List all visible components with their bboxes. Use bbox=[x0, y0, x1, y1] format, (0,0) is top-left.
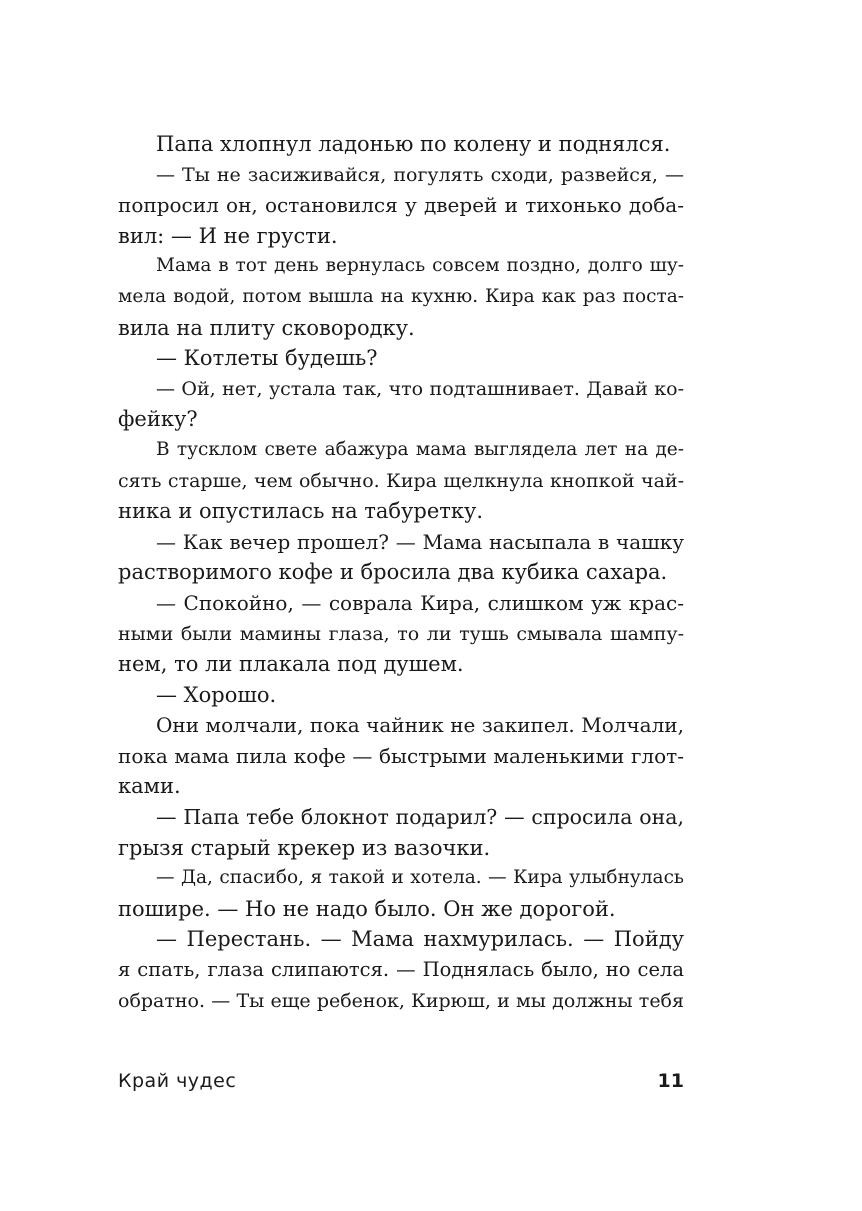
text-line: вила на плиту сковородку. bbox=[118, 315, 415, 340]
text-line: грызя старый крекер из вазочки. bbox=[118, 835, 491, 860]
text-line: ника и опустилась на табуретку. bbox=[118, 499, 484, 524]
text-line: попросил он, остановился у дверей и тихонько доба- bbox=[118, 193, 684, 218]
text-line: пошире. — Но не надо было. Он же дорогой. bbox=[118, 896, 616, 921]
text-line: ками. bbox=[118, 774, 181, 799]
text-line: — Хорошо. bbox=[156, 682, 277, 707]
text-line: Папа хлопнул ладонью по колену и поднялся. bbox=[156, 132, 671, 156]
text-line: фейку? bbox=[118, 407, 198, 432]
text-line: В тусклом свете абажура мама выглядела лет на де- bbox=[156, 438, 684, 460]
text-line: — Перестань. — Мама нахмурилась. — Пойду bbox=[156, 927, 684, 952]
text-line: — Да, спасибо, я такой и хотела. — Кира улыбнулась bbox=[156, 867, 684, 889]
book-page-body bbox=[118, 129, 684, 1016]
text-line: — Как вечер прошел? — Мама насыпала в чашку bbox=[156, 529, 684, 554]
page-number: 11 bbox=[657, 1070, 684, 1092]
text-line: нем, то ли плакала под душем. bbox=[118, 652, 464, 677]
text-line: ными были мамины глаза, то ли тушь смывала шампу- bbox=[118, 622, 684, 645]
text-line: — Спокойно, — соврала Кира, слишком уж крас- bbox=[156, 590, 684, 615]
text-line: — Ты не засиживайся, погулять сходи, развейся, — bbox=[156, 163, 684, 186]
text-line: мела водой, потом вышла на кухню. Кира как раз поста- bbox=[118, 285, 684, 307]
running-title: Край чудес bbox=[118, 1070, 237, 1092]
page-footer bbox=[118, 1070, 684, 1100]
text-line: я спать, глаза слипаются. — Поднялась было, но села bbox=[118, 958, 684, 982]
text-line: — Папа тебе блокнот подарил? — спросила она, bbox=[156, 805, 684, 830]
text-line: Мама в тот день вернулась совсем поздно, долго шу- bbox=[156, 255, 684, 277]
text-line: Они молчали, пока чайник не закипел. Молчали, bbox=[156, 713, 684, 738]
text-line: вил: — И не грусти. bbox=[118, 223, 338, 248]
text-line: сять старше, чем обычно. Кира щелкнула кнопкой чай- bbox=[118, 469, 684, 492]
text-line: — Ой, нет, устала так, что подташнивает. Давай ко- bbox=[156, 377, 684, 400]
text-line: обратно. — Ты еще ребенок, Кирюш, и мы должны тебя bbox=[118, 989, 684, 1012]
text-line: — Котлеты будешь? bbox=[156, 346, 378, 371]
text-line: пока мама пила кофе — быстрыми маленькими глот- bbox=[118, 743, 684, 768]
text-line: растворимого кофе и бросила два кубика сахара. bbox=[118, 560, 668, 585]
